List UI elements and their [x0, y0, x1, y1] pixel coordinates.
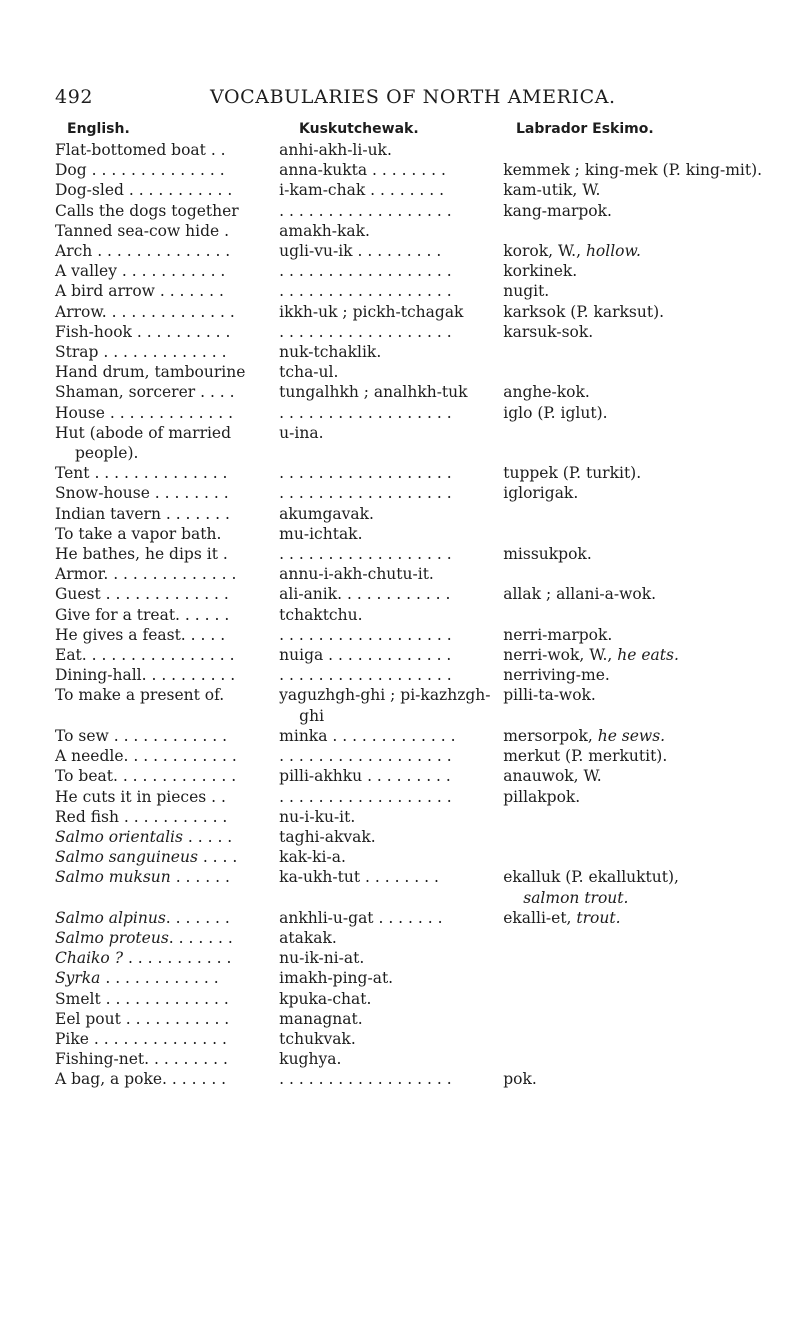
labrador-term	[503, 645, 795, 665]
english-term	[55, 847, 279, 867]
english-term-text: A valley . . . . . . . . . . .	[55, 262, 226, 281]
labrador-term-text: allak ; allani-a-wok.	[503, 585, 657, 604]
kuskutchewak-term: nuk-tchaklik.	[279, 343, 382, 362]
english-term	[55, 665, 279, 685]
english-term	[55, 140, 279, 160]
labrador-term-text: pok.	[503, 1070, 537, 1089]
labrador-term-text: kang-marpok.	[503, 201, 612, 220]
english-term-text: Dog-sled . . . . . . . . . . .	[55, 181, 233, 200]
table-row	[55, 180, 795, 200]
english-term	[55, 261, 279, 281]
labrador-term-text: pillakpok.	[503, 787, 581, 806]
labrador-term-text: korok, W.,	[503, 242, 586, 261]
labrador-term	[503, 544, 795, 564]
labrador-term-gloss: salmon trout.	[523, 888, 629, 907]
kuskutchewak-term: yaguzhgh-ghi ; pi-kazhzgh-ghi	[279, 686, 491, 725]
labrador-term	[503, 1069, 795, 1089]
table-row	[55, 746, 795, 766]
table-row	[55, 787, 795, 807]
kuskutchewak-term: . . . . . . . . . . . . . . . . . .	[279, 464, 452, 483]
labrador-term-gloss: he eats.	[617, 646, 679, 665]
english-term-text: To make a present of.	[55, 686, 225, 705]
table-row	[55, 483, 795, 503]
kuskutchewak-term: imakh-ping-at.	[279, 969, 394, 988]
table-row	[55, 544, 795, 564]
english-term	[55, 1049, 279, 1069]
english-term-text: To beat. . . . . . . . . . . . .	[55, 767, 237, 786]
english-term-text: To take a vapor bath.	[55, 524, 222, 543]
kuskutchewak-term: u-ina.	[279, 423, 324, 442]
english-term-text: Indian tavern . . . . . . .	[55, 504, 230, 523]
kuskutchewak-term: tcha-ul.	[279, 363, 339, 382]
english-term	[55, 989, 279, 1009]
kuskutchewak-term: taghi-akvak.	[279, 827, 376, 846]
english-term-text: Armor. . . . . . . . . . . . . .	[55, 565, 237, 584]
table-row	[55, 524, 795, 544]
labrador-term	[503, 241, 795, 261]
kuskutchewak-term: . . . . . . . . . . . . . . . . . .	[279, 1070, 452, 1089]
labrador-term-text: mersorpok,	[503, 726, 598, 745]
labrador-term	[503, 382, 795, 402]
table-row	[55, 665, 795, 685]
labrador-term	[503, 787, 795, 807]
english-term	[55, 302, 279, 322]
labrador-term-text: nugit.	[503, 282, 550, 301]
kuskutchewak-term: ali-anik. . . . . . . . . . . .	[279, 585, 451, 604]
english-term	[55, 483, 279, 503]
english-term-latin: Syrka	[55, 969, 101, 988]
table-row	[55, 625, 795, 645]
labrador-term	[503, 685, 795, 705]
labrador-term-text: iglorigak.	[503, 484, 579, 503]
table-row	[55, 989, 795, 1009]
english-term	[55, 403, 279, 423]
labrador-term-text: nerri-marpok.	[503, 625, 613, 644]
english-term	[55, 524, 279, 544]
english-term	[55, 201, 279, 221]
english-term-text: Snow-house . . . . . . . .	[55, 484, 229, 503]
english-term	[55, 322, 279, 342]
kuskutchewak-term: ankhli-u-gat . . . . . . .	[279, 908, 443, 927]
column-header-english: English.	[67, 121, 130, 137]
kuskutchewak-term: . . . . . . . . . . . . . . . . . .	[279, 322, 452, 341]
english-term	[55, 160, 279, 180]
english-term-text: . . . . . . .	[165, 908, 230, 927]
labrador-term	[503, 908, 795, 928]
labrador-term	[503, 180, 795, 200]
kuskutchewak-term: akumgavak.	[279, 504, 374, 523]
english-term-text: Tent . . . . . . . . . . . . . .	[55, 464, 228, 483]
english-term	[55, 787, 279, 807]
page-title: VOCABULARIES OF NORTH AMERICA.	[210, 86, 616, 108]
labrador-term	[503, 483, 795, 503]
table-row	[55, 1029, 795, 1049]
table-row	[55, 1009, 795, 1029]
english-term-text: To sew . . . . . . . . . . . .	[55, 726, 228, 745]
column-header-labrador: Labrador Eskimo.	[516, 121, 654, 137]
page-number: 492	[55, 86, 94, 108]
english-term-latin: Salmo alpinus	[55, 908, 166, 927]
vocabulary-table	[55, 140, 795, 1090]
table-row	[55, 685, 795, 725]
english-term	[55, 423, 279, 463]
table-row	[55, 928, 795, 948]
english-term	[55, 625, 279, 645]
english-term-text: Hand drum, tambourine	[55, 363, 246, 382]
labrador-term-text: merkut (P. merkutit).	[503, 747, 668, 766]
english-term	[55, 908, 279, 928]
labrador-term	[503, 584, 795, 604]
table-row	[55, 241, 795, 261]
table-row	[55, 302, 795, 322]
english-term-text: Arch . . . . . . . . . . . . . .	[55, 242, 231, 261]
english-term-text: He gives a feast. . . . .	[55, 625, 226, 644]
english-term-text: Tanned sea-cow hide .	[55, 221, 230, 240]
kuskutchewak-term: kughya.	[279, 1050, 342, 1069]
english-term	[55, 544, 279, 564]
kuskutchewak-term: . . . . . . . . . . . . . . . . . .	[279, 545, 452, 564]
kuskutchewak-term: tungalhkh ; analhkh-tuk	[279, 383, 468, 402]
kuskutchewak-term: nu-i-ku-it.	[279, 807, 356, 826]
english-term-latin: Salmo muksun	[55, 868, 171, 887]
english-term-text: Dining-hall. . . . . . . . . .	[55, 666, 236, 685]
labrador-term	[503, 201, 795, 221]
english-term-text: Hut (abode of married people).	[55, 423, 232, 463]
table-row	[55, 342, 795, 362]
english-term-text: A needle. . . . . . . . . . . .	[55, 747, 237, 766]
kuskutchewak-term: nuiga . . . . . . . . . . . . .	[279, 646, 452, 665]
table-row	[55, 948, 795, 968]
table-row	[55, 281, 795, 301]
table-row	[55, 827, 795, 847]
labrador-term-text: iglo (P. iglut).	[503, 403, 608, 422]
kuskutchewak-term: . . . . . . . . . . . . . . . . . .	[279, 201, 452, 220]
english-term-text: Eat. . . . . . . . . . . . . . . .	[55, 646, 235, 665]
english-term-text: Shaman, sorcerer . . . .	[55, 383, 235, 402]
english-term-latin: Salmo proteus	[55, 928, 169, 947]
english-term-text: Calls the dogs together	[55, 201, 239, 220]
labrador-term-text: anghe-kok.	[503, 383, 590, 402]
kuskutchewak-term: minka . . . . . . . . . . . . .	[279, 726, 456, 745]
english-term-text: Give for a treat. . . . . .	[55, 605, 230, 624]
table-row	[55, 605, 795, 625]
labrador-term	[503, 665, 795, 685]
english-term-text: . . . . .	[182, 827, 233, 846]
english-term	[55, 221, 279, 241]
table-row	[55, 1069, 795, 1089]
labrador-term-text: ekalluk (P. ekalluktut),	[503, 868, 679, 887]
kuskutchewak-term: . . . . . . . . . . . . . . . . . .	[279, 747, 452, 766]
table-row	[55, 584, 795, 604]
english-term	[55, 928, 279, 948]
english-term	[55, 1009, 279, 1029]
kuskutchewak-term: tchukvak.	[279, 1029, 356, 1048]
kuskutchewak-term: . . . . . . . . . . . . . . . . . .	[279, 403, 452, 422]
labrador-term	[503, 766, 795, 786]
english-term	[55, 564, 279, 584]
labrador-term-text: kam-utik, W.	[503, 181, 601, 200]
labrador-term	[503, 281, 795, 301]
labrador-term	[503, 726, 795, 746]
table-row	[55, 201, 795, 221]
kuskutchewak-term: ikkh-uk ; pickh-tchagak	[279, 302, 464, 321]
english-term-text: . . . . . . .	[168, 928, 233, 947]
english-term	[55, 281, 279, 301]
kuskutchewak-term: atakak.	[279, 928, 337, 947]
english-term-text: . . . . . .	[170, 868, 230, 887]
english-term-text: A bird arrow . . . . . . .	[55, 282, 224, 301]
table-row	[55, 807, 795, 827]
table-row	[55, 564, 795, 584]
english-term-text: Smelt . . . . . . . . . . . . .	[55, 989, 229, 1008]
table-row	[55, 261, 795, 281]
english-term-text: Pike . . . . . . . . . . . . . .	[55, 1029, 227, 1048]
english-term	[55, 1029, 279, 1049]
labrador-term	[503, 160, 795, 180]
labrador-term	[503, 625, 795, 645]
kuskutchewak-term: . . . . . . . . . . . . . . . . . .	[279, 787, 452, 806]
kuskutchewak-term: . . . . . . . . . . . . . . . . . .	[279, 262, 452, 281]
labrador-term-text: karksok (P. karksut).	[503, 302, 665, 321]
english-term	[55, 463, 279, 483]
english-term-text: . . . . . . . . . . .	[123, 949, 232, 968]
english-term-text: He cuts it in pieces . .	[55, 787, 226, 806]
english-term	[55, 948, 279, 968]
english-term-latin: Chaiko ?	[55, 949, 124, 968]
table-row	[55, 968, 795, 988]
english-term	[55, 504, 279, 524]
kuskutchewak-term: managnat.	[279, 1009, 363, 1028]
english-term-text: Flat-bottomed boat . .	[55, 141, 226, 159]
kuskutchewak-term: . . . . . . . . . . . . . . . . . .	[279, 666, 452, 685]
table-row	[55, 322, 795, 342]
table-row	[55, 160, 795, 180]
kuskutchewak-term: anna-kukta . . . . . . . .	[279, 161, 446, 180]
english-term	[55, 807, 279, 827]
table-row	[55, 140, 795, 160]
table-row	[55, 766, 795, 786]
english-term	[55, 968, 279, 988]
kuskutchewak-term: . . . . . . . . . . . . . . . . . .	[279, 282, 452, 301]
kuskutchewak-term: nu-ik-ni-at.	[279, 949, 365, 968]
labrador-term-text: missukpok.	[503, 545, 592, 564]
english-term-latin: Salmo orientalis	[55, 827, 183, 846]
column-header-kuskutchewak: Kuskutchewak.	[299, 121, 419, 137]
table-row	[55, 867, 795, 907]
kuskutchewak-term: ugli-vu-ik . . . . . . . . .	[279, 242, 442, 261]
labrador-term-gloss: he sews.	[597, 726, 666, 745]
english-term	[55, 180, 279, 200]
running-header	[55, 86, 755, 110]
english-term-text: . . . . . . . . . . . .	[100, 969, 219, 988]
english-term-text: Dog . . . . . . . . . . . . . .	[55, 161, 225, 180]
english-term	[55, 382, 279, 402]
english-term-text: Strap . . . . . . . . . . . . .	[55, 343, 227, 362]
english-term	[55, 746, 279, 766]
kuskutchewak-term: tchaktchu.	[279, 605, 363, 624]
english-term	[55, 867, 279, 887]
english-term-text: Fishing-net. . . . . . . . .	[55, 1050, 228, 1069]
english-term-latin: Salmo sanguineus	[55, 848, 198, 867]
labrador-term-text: karsuk-sok.	[503, 322, 594, 341]
labrador-term-text: tuppek (P. turkit).	[503, 464, 642, 483]
english-term-text: Arrow. . . . . . . . . . . . . .	[55, 302, 235, 321]
table-row	[55, 423, 795, 463]
english-term-text: . . . .	[197, 848, 238, 867]
labrador-term	[503, 261, 795, 281]
kuskutchewak-term: annu-i-akh-chutu-it.	[279, 565, 434, 584]
labrador-term-text: nerriving-me.	[503, 666, 610, 685]
labrador-term-gloss: hollow.	[585, 242, 641, 261]
english-term	[55, 766, 279, 786]
english-term-text: He bathes, he dips it .	[55, 545, 228, 564]
english-term	[55, 685, 279, 705]
english-term	[55, 726, 279, 746]
english-term	[55, 362, 279, 382]
english-term-text: Red fish . . . . . . . . . . .	[55, 807, 228, 826]
english-term	[55, 827, 279, 847]
table-row	[55, 504, 795, 524]
kuskutchewak-term: . . . . . . . . . . . . . . . . . .	[279, 484, 452, 503]
labrador-term	[503, 322, 795, 342]
labrador-term-text: kemmek ; king-mek (P. king-mit).	[503, 161, 763, 180]
english-term	[55, 605, 279, 625]
english-term	[55, 342, 279, 362]
kuskutchewak-term: mu-ichtak.	[279, 524, 363, 543]
table-row	[55, 463, 795, 483]
labrador-term-text: pilli-ta-wok.	[503, 686, 596, 705]
kuskutchewak-term: pilli-akhku . . . . . . . . .	[279, 767, 451, 786]
labrador-term	[503, 403, 795, 423]
english-term	[55, 241, 279, 261]
kuskutchewak-term: ka-ukh-tut . . . . . . . .	[279, 868, 439, 887]
table-row	[55, 1049, 795, 1069]
english-term-text: Guest . . . . . . . . . . . . .	[55, 585, 229, 604]
kuskutchewak-term: amakh-kak.	[279, 221, 370, 240]
labrador-term-text: nerri-wok, W.,	[503, 646, 618, 665]
table-row	[55, 382, 795, 402]
labrador-term-text: ekalli-et,	[503, 908, 577, 927]
english-term-text: Fish-hook . . . . . . . . . .	[55, 322, 231, 341]
english-term	[55, 1069, 279, 1089]
kuskutchewak-term: anhi-akh-li-uk.	[279, 141, 392, 159]
labrador-term-gloss: trout.	[576, 908, 621, 927]
table-row	[55, 221, 795, 241]
kuskutchewak-term: kpuka-chat.	[279, 989, 372, 1008]
english-term	[55, 645, 279, 665]
labrador-term	[503, 463, 795, 483]
kuskutchewak-term: . . . . . . . . . . . . . . . . . .	[279, 625, 452, 644]
english-term-text: House . . . . . . . . . . . . .	[55, 403, 234, 422]
table-row	[55, 847, 795, 867]
english-term-text: A bag, a poke. . . . . . .	[55, 1070, 227, 1089]
kuskutchewak-term: i-kam-chak . . . . . . . .	[279, 181, 445, 200]
table-row	[55, 726, 795, 746]
table-row	[55, 362, 795, 382]
english-term-text: Eel pout . . . . . . . . . . .	[55, 1009, 230, 1028]
labrador-term	[503, 746, 795, 766]
labrador-term-text: anauwok, W.	[503, 767, 602, 786]
table-row	[55, 403, 795, 423]
labrador-term	[503, 867, 795, 907]
table-row	[55, 645, 795, 665]
labrador-term-text: korkinek.	[503, 262, 578, 281]
labrador-term	[503, 302, 795, 322]
table-row	[55, 908, 795, 928]
english-term	[55, 584, 279, 604]
kuskutchewak-term: kak-ki-a.	[279, 848, 346, 867]
